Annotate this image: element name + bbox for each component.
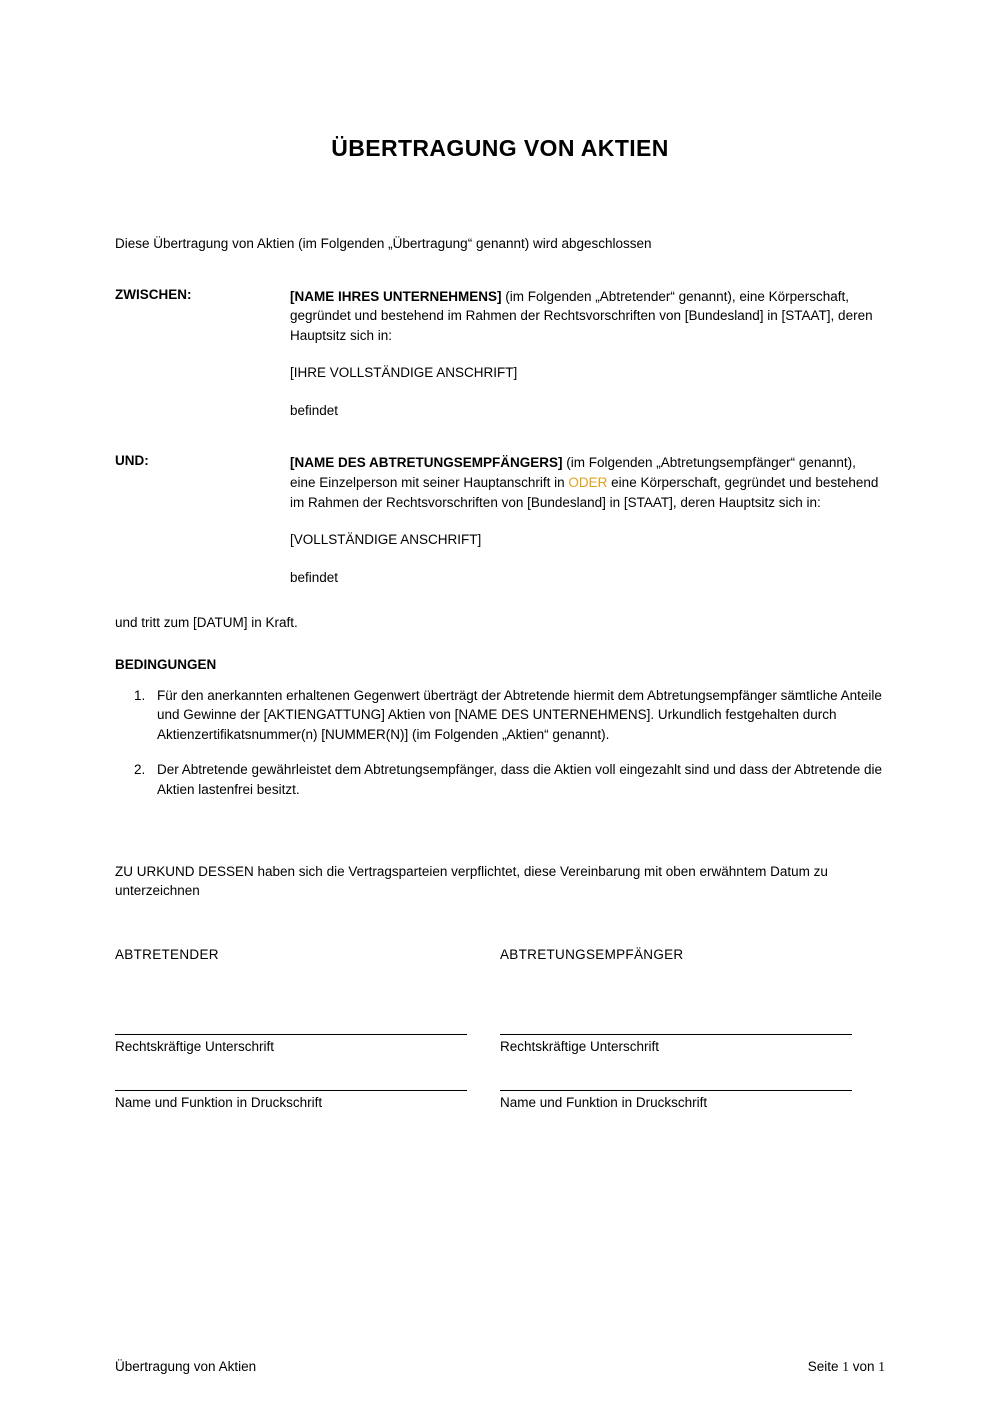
footer-document-name: Übertragung von Aktien — [115, 1359, 257, 1374]
assignee-or-word: ODER — [568, 474, 608, 490]
assignee-description-part2: eine Körperschaft, gegründet und bestehend im Rahmen der Rechtsvorschriften von [Bundesland] in [STAAT], deren Hauptsitz sich in: — [290, 474, 879, 510]
name-line-assignee[interactable] — [500, 1090, 852, 1091]
list-item: 2. Der Abtretende gewährleistet dem Abtretungsempfänger, dass die Aktien voll eingezahlt sind und dass der Abtretende die Aktien lastenfrei besitzt. — [149, 760, 885, 799]
name-caption-assignor: Name und Funktion in Druckschrift — [115, 1094, 323, 1110]
signature-caption-assignor: Rechtskräftige Unterschrift — [115, 1038, 275, 1054]
signature-line-assignor[interactable] — [115, 1034, 467, 1035]
signature-column-assignor — [115, 947, 500, 1110]
party-label-and: UND: — [115, 453, 149, 469]
party-block-assignor — [115, 287, 885, 421]
effective-date-paragraph: und tritt zum [DATUM] in Kraft. — [115, 615, 298, 631]
assignee-name: [NAME DES ABTRETUNGSEMPFÄNGERS] — [290, 455, 563, 471]
page-footer — [115, 1359, 885, 1375]
intro-paragraph: Diese Übertragung von Aktien (im Folgenden „Übertragung“ genannt) wird abgeschlossen — [115, 236, 652, 251]
witness-paragraph: ZU URKUND DESSEN haben sich die Vertragsparteien verpflichtet, diese Vereinbarung mit oben erwähntem Datum zu unterzeichnen — [115, 863, 828, 899]
signature-area — [115, 947, 885, 1110]
footer-page-current: 1 — [842, 1359, 849, 1374]
assignor-description: (im Folgenden „Abtretender“ genannt), eine Körperschaft, gegründet und bestehend im Rahmen der Rechtsvorschriften von [Bundesland] in [STAAT], deren Hauptsitz sich in: — [290, 288, 873, 343]
party-block-assignee — [115, 453, 885, 587]
footer-page-total: 1 — [878, 1359, 885, 1374]
assignee-located: befindet — [290, 569, 339, 585]
assignor-name: [NAME IHRES UNTERNEHMENS] — [290, 288, 502, 304]
party-body-assignee — [290, 453, 885, 587]
party-label-between: ZWISCHEN: — [115, 286, 192, 302]
name-caption-assignee: Name und Funktion in Druckschrift — [500, 1094, 708, 1110]
footer-page-middle: von — [848, 1359, 879, 1374]
list-item: 1. Für den anerkannten erhaltenen Gegenwert überträgt der Abtretende hiermit dem Abtretungsempfänger sämtliche Anteile und Gewinne der [AKTIENGATTUNG] Aktien von [NAME DES UNTERNEHMENS]. Urkundlich festgehalten durch Aktienzertifikatsnummer(n) [NUMMER(N)] (im Folgenden „Aktien“ genannt). — [149, 686, 885, 745]
signature-heading-assignor: ABTRETENDER — [115, 946, 219, 962]
document-page — [0, 135, 1000, 1425]
footer-page-indicator — [808, 1359, 885, 1375]
terms-heading: BEDINGUNGEN — [115, 656, 217, 672]
assignee-address: [VOLLSTÄNDIGE ANSCHRIFT] — [290, 532, 482, 548]
signature-line-assignee[interactable] — [500, 1034, 852, 1035]
signature-column-assignee — [500, 947, 885, 1110]
name-line-assignor[interactable] — [115, 1090, 467, 1091]
signature-heading-assignee: ABTRETUNGSEMPFÄNGER — [500, 946, 684, 962]
assignor-description-paragraph — [290, 287, 885, 346]
party-body-assignor — [290, 287, 885, 421]
assignor-address: [IHRE VOLLSTÄNDIGE ANSCHRIFT] — [290, 365, 518, 381]
footer-page-prefix: Seite — [807, 1359, 843, 1374]
page-title: ÜBERTRAGUNG VON AKTIEN — [331, 135, 669, 161]
assignor-located: befindet — [290, 402, 339, 418]
assignee-description-paragraph — [290, 453, 885, 512]
assignee-description-part1: (im Folgenden „Abtretungsempfänger“ genannt), eine Einzelperson mit seiner Hauptanschrift in — [290, 455, 856, 490]
terms-list — [115, 686, 885, 800]
signature-caption-assignee: Rechtskräftige Unterschrift — [500, 1038, 660, 1054]
